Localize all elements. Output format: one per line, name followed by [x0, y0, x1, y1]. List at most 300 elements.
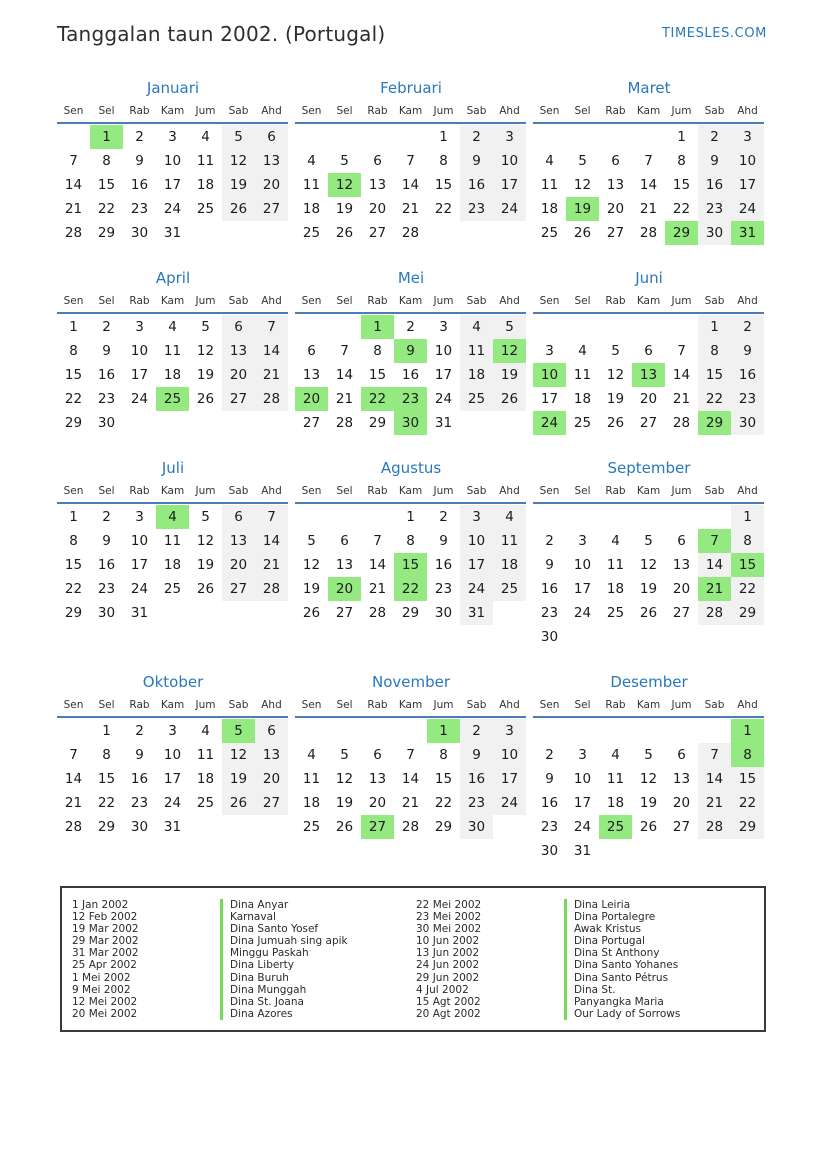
empty-day-cell [632, 505, 665, 529]
day-cell: 15 [64, 367, 83, 383]
holiday-name: Dina Buruh [220, 972, 412, 984]
day-cell: 30 [97, 415, 116, 431]
day-cell: 13 [368, 771, 387, 787]
weekday-header: Kam [636, 295, 661, 307]
day-cell: 5 [493, 315, 526, 339]
holiday-day-cell: 13 [632, 363, 665, 387]
weekday-header: Sel [574, 105, 591, 117]
day-cell: 4 [168, 319, 177, 335]
day-cell: 19 [222, 767, 255, 791]
weekday-header: Ahd [261, 105, 282, 117]
day-cell: 7 [677, 343, 686, 359]
day-cell: 4 [578, 343, 587, 359]
day-cell: 27 [255, 197, 288, 221]
day-cell: 2 [102, 509, 111, 525]
day-cell: 21 [401, 795, 420, 811]
day-cell: 5 [201, 509, 210, 525]
day-cell: 12 [222, 743, 255, 767]
weekday-header: Sel [574, 295, 591, 307]
day-cell: 1 [69, 509, 78, 525]
weekday-header: Sel [98, 485, 115, 497]
day-cell: 18 [606, 795, 625, 811]
day-cell: 22 [698, 387, 731, 411]
day-cell: 4 [493, 505, 526, 529]
month-title: Juni [635, 269, 663, 287]
day-cell: 17 [130, 557, 149, 573]
empty-day-cell [295, 125, 328, 149]
day-cell: 10 [573, 557, 592, 573]
month-grid [57, 485, 289, 625]
day-cell: 27 [606, 225, 625, 241]
month-grid [57, 699, 289, 839]
weekday-header: Ahd [499, 295, 520, 307]
day-cell: 14 [401, 177, 420, 193]
holiday-date: 1 Jan 2002 [72, 899, 129, 911]
holiday-day-cell: 7 [698, 529, 731, 553]
holiday-day-cell: 1 [731, 719, 764, 743]
weekday-header: Jum [671, 105, 692, 117]
month-title: Juli [161, 459, 185, 477]
empty-day-cell [255, 221, 288, 245]
day-cell: 13 [222, 529, 255, 553]
day-cell: 15 [368, 367, 387, 383]
month-grid [57, 105, 289, 245]
day-cell: 8 [677, 153, 686, 169]
month-calendar [295, 459, 527, 625]
empty-day-cell [156, 601, 189, 625]
holiday-day-cell: 30 [394, 411, 427, 435]
empty-day-cell [493, 411, 526, 435]
day-cell: 10 [163, 153, 182, 169]
holiday-day-cell: 25 [599, 815, 632, 839]
holiday-date: 20 Agt 2002 [416, 1007, 481, 1020]
weekday-header: Sab [466, 105, 487, 117]
holiday-date: 25 Apr 2002 [72, 959, 137, 972]
day-cell: 10 [130, 343, 149, 359]
weekday-header: Rab [129, 105, 150, 117]
weekday-rule [533, 502, 764, 504]
day-cell: 25 [163, 581, 182, 597]
empty-day-cell [698, 505, 731, 529]
empty-day-cell [295, 719, 328, 743]
holiday-date: 1 Mei 2002 [72, 971, 131, 984]
day-cell: 9 [135, 153, 144, 169]
empty-day-cell [189, 411, 222, 435]
holiday-day-cell: 29 [698, 411, 731, 435]
weekday-header: Sel [336, 295, 353, 307]
weekday-header: Sel [98, 699, 115, 711]
month-calendar [533, 79, 765, 245]
day-cell: 1 [677, 129, 686, 145]
holiday-date: 13 Jun 2002 [416, 947, 480, 960]
page-title: Tanggalan taun 2002. (Portugal) [57, 22, 386, 46]
weekday-header: Sab [466, 699, 487, 711]
day-cell: 28 [255, 387, 288, 411]
holiday-day-cell: 23 [394, 387, 427, 411]
day-cell: 28 [64, 225, 83, 241]
holiday-day-cell: 1 [90, 125, 123, 149]
day-cell: 4 [307, 747, 316, 763]
holiday-day-cell: 8 [731, 743, 764, 767]
empty-day-cell [255, 815, 288, 839]
day-cell: 16 [698, 173, 731, 197]
holiday-name: Awak Kristus [564, 923, 756, 935]
day-cell: 23 [460, 791, 493, 815]
day-cell: 6 [222, 315, 255, 339]
day-cell: 21 [368, 581, 387, 597]
holiday-date: 12 Feb 2002 [72, 911, 138, 924]
day-cell: 21 [698, 791, 731, 815]
day-cell: 29 [434, 819, 453, 835]
holiday-name: Dina Anyar [220, 899, 412, 911]
holiday-name: Minggu Paskah [220, 947, 412, 959]
day-cell: 12 [639, 557, 658, 573]
day-cell: 13 [255, 743, 288, 767]
holiday-day-cell: 20 [295, 387, 328, 411]
empty-day-cell [566, 625, 599, 649]
weekday-header: Kam [398, 295, 423, 307]
holiday-date: 19 Mar 2002 [72, 923, 139, 936]
month-calendar [57, 459, 289, 625]
day-cell: 7 [406, 747, 415, 763]
empty-day-cell [361, 125, 394, 149]
month-calendar [533, 269, 765, 435]
day-cell: 14 [368, 557, 387, 573]
holiday-day-cell: 29 [665, 221, 698, 245]
day-cell: 1 [406, 509, 415, 525]
day-cell: 6 [677, 747, 686, 763]
empty-day-cell [599, 125, 632, 149]
day-cell: 7 [255, 315, 288, 339]
weekday-header: Ahd [499, 105, 520, 117]
day-cell: 3 [439, 319, 448, 335]
day-cell: 26 [335, 819, 354, 835]
empty-day-cell [394, 125, 427, 149]
empty-day-cell [533, 719, 566, 743]
day-cell: 18 [302, 201, 321, 217]
holiday-day-cell: 27 [361, 815, 394, 839]
day-cell: 18 [460, 363, 493, 387]
day-cell: 7 [69, 747, 78, 763]
day-cell: 1 [731, 505, 764, 529]
day-cell: 30 [698, 221, 731, 245]
day-cell: 2 [135, 129, 144, 145]
empty-day-cell [533, 125, 566, 149]
day-cell: 3 [493, 719, 526, 743]
day-cell: 18 [540, 201, 559, 217]
empty-day-cell [328, 125, 361, 149]
holiday-date: 29 Mar 2002 [72, 935, 139, 948]
day-cell: 16 [434, 557, 453, 573]
day-cell: 27 [222, 577, 255, 601]
day-cell: 28 [672, 415, 691, 431]
day-cell: 11 [302, 771, 321, 787]
weekday-header: Ahd [499, 485, 520, 497]
day-cell: 16 [97, 557, 116, 573]
weekday-rule [57, 122, 288, 124]
weekday-header: Sel [574, 699, 591, 711]
day-cell: 20 [606, 201, 625, 217]
empty-day-cell [295, 315, 328, 339]
empty-day-cell [731, 839, 764, 863]
empty-day-cell [394, 719, 427, 743]
day-cell: 26 [639, 605, 658, 621]
day-cell: 30 [731, 411, 764, 435]
day-cell: 1 [698, 315, 731, 339]
holiday-day-cell: 12 [493, 339, 526, 363]
day-cell: 29 [731, 601, 764, 625]
month-grid [295, 699, 527, 839]
day-cell: 17 [130, 367, 149, 383]
holiday-day-cell: 1 [361, 315, 394, 339]
weekday-header: Jum [433, 485, 454, 497]
day-cell: 10 [460, 529, 493, 553]
weekday-header: Sab [228, 295, 249, 307]
empty-day-cell [566, 719, 599, 743]
weekday-header: Sen [301, 105, 322, 117]
day-cell: 21 [335, 391, 354, 407]
day-cell: 18 [163, 557, 182, 573]
day-cell: 17 [573, 795, 592, 811]
day-cell: 3 [545, 343, 554, 359]
day-cell: 23 [540, 605, 559, 621]
day-cell: 15 [434, 177, 453, 193]
empty-day-cell [156, 411, 189, 435]
day-cell: 8 [69, 343, 78, 359]
holiday-date: 4 Jul 2002 [416, 983, 469, 996]
day-cell: 3 [168, 129, 177, 145]
month-calendar [57, 269, 289, 435]
holiday-date: 12 Mei 2002 [72, 995, 138, 1008]
day-cell: 9 [731, 339, 764, 363]
empty-day-cell [123, 411, 156, 435]
day-cell: 6 [644, 343, 653, 359]
holiday-date: 15 Agt 2002 [416, 995, 481, 1008]
day-cell: 15 [672, 177, 691, 193]
day-cell: 24 [573, 605, 592, 621]
day-cell: 25 [606, 605, 625, 621]
day-cell: 17 [540, 391, 559, 407]
weekday-header: Jum [195, 485, 216, 497]
day-cell: 19 [335, 795, 354, 811]
empty-day-cell [427, 221, 460, 245]
day-cell: 3 [493, 125, 526, 149]
day-cell: 18 [196, 177, 215, 193]
empty-day-cell [222, 221, 255, 245]
day-cell: 20 [672, 795, 691, 811]
day-cell: 3 [460, 505, 493, 529]
empty-day-cell [632, 719, 665, 743]
month-title: April [155, 269, 191, 287]
day-cell: 17 [163, 177, 182, 193]
holiday-day-cell: 12 [328, 173, 361, 197]
day-cell: 10 [163, 747, 182, 763]
day-cell: 7 [340, 343, 349, 359]
day-cell: 26 [573, 225, 592, 241]
holiday-day-cell: 25 [156, 387, 189, 411]
empty-day-cell [361, 719, 394, 743]
weekday-header: Ahd [737, 295, 758, 307]
day-cell: 7 [255, 505, 288, 529]
day-cell: 5 [201, 319, 210, 335]
day-cell: 18 [302, 795, 321, 811]
day-cell: 12 [639, 771, 658, 787]
month-calendar [57, 673, 289, 839]
day-cell: 30 [97, 605, 116, 621]
day-cell: 30 [130, 819, 149, 835]
weekday-header: Kam [636, 485, 661, 497]
day-cell: 27 [222, 387, 255, 411]
weekday-header: Jum [671, 485, 692, 497]
day-cell: 13 [606, 177, 625, 193]
day-cell: 21 [401, 201, 420, 217]
weekday-header: Ahd [261, 295, 282, 307]
day-cell: 6 [373, 153, 382, 169]
day-cell: 31 [130, 605, 149, 621]
day-cell: 22 [97, 795, 116, 811]
day-cell: 22 [64, 581, 83, 597]
month-grid [533, 485, 765, 649]
empty-day-cell [328, 719, 361, 743]
empty-day-cell [665, 315, 698, 339]
day-cell: 26 [196, 391, 215, 407]
day-cell: 16 [401, 367, 420, 383]
weekday-rule [295, 312, 526, 314]
day-cell: 28 [639, 225, 658, 241]
weekday-header: Kam [160, 485, 185, 497]
empty-day-cell [493, 221, 526, 245]
day-cell: 11 [196, 153, 215, 169]
empty-day-cell [632, 315, 665, 339]
day-cell: 19 [493, 363, 526, 387]
empty-day-cell [460, 221, 493, 245]
weekday-header: Rab [367, 105, 388, 117]
day-cell: 2 [698, 125, 731, 149]
holiday-name: Dina Santo Yohanes [564, 959, 756, 971]
weekday-header: Sab [228, 485, 249, 497]
day-cell: 11 [196, 747, 215, 763]
empty-day-cell [665, 625, 698, 649]
day-cell: 27 [368, 225, 387, 241]
day-cell: 14 [64, 177, 83, 193]
empty-day-cell [328, 505, 361, 529]
weekday-rule [295, 122, 526, 124]
day-cell: 13 [222, 339, 255, 363]
day-cell: 20 [368, 795, 387, 811]
day-cell: 17 [434, 367, 453, 383]
day-cell: 21 [255, 363, 288, 387]
holiday-day-cell: 22 [394, 577, 427, 601]
holiday-name: Dina Portugal [564, 935, 756, 947]
month-grid [57, 295, 289, 435]
day-cell: 23 [434, 581, 453, 597]
day-cell: 8 [373, 343, 382, 359]
day-cell: 14 [255, 339, 288, 363]
weekday-header: Sel [574, 485, 591, 497]
weekday-header: Sel [336, 699, 353, 711]
weekday-header: Jum [433, 295, 454, 307]
day-cell: 6 [255, 719, 288, 743]
empty-day-cell [189, 815, 222, 839]
holiday-name: Dina St Anthony [564, 947, 756, 959]
day-cell: 22 [64, 391, 83, 407]
weekday-header: Kam [160, 699, 185, 711]
day-cell: 29 [368, 415, 387, 431]
day-cell: 22 [731, 577, 764, 601]
day-cell: 18 [493, 553, 526, 577]
weekday-header: Sel [98, 295, 115, 307]
empty-day-cell [566, 125, 599, 149]
weekday-header: Sen [301, 699, 322, 711]
day-cell: 23 [97, 581, 116, 597]
holiday-column [72, 899, 412, 1020]
empty-day-cell [222, 411, 255, 435]
day-cell: 24 [434, 391, 453, 407]
day-cell: 18 [573, 391, 592, 407]
weekday-header: Kam [398, 105, 423, 117]
day-cell: 22 [672, 201, 691, 217]
day-cell: 6 [307, 343, 316, 359]
months-grid [57, 79, 767, 863]
brand-link[interactable]: TIMESLES.COM [661, 26, 767, 41]
day-cell: 7 [373, 533, 382, 549]
weekday-rule [533, 312, 764, 314]
weekday-header: Rab [129, 295, 150, 307]
holiday-day-cell: 21 [698, 577, 731, 601]
day-cell: 30 [540, 629, 559, 645]
empty-day-cell [255, 601, 288, 625]
day-cell: 2 [135, 723, 144, 739]
holiday-day-cell: 4 [156, 505, 189, 529]
day-cell: 5 [340, 747, 349, 763]
month-grid [533, 295, 765, 435]
day-cell: 12 [196, 533, 215, 549]
day-cell: 31 [163, 819, 182, 835]
day-cell: 8 [406, 533, 415, 549]
month-title: Maret [627, 79, 671, 97]
day-cell: 7 [644, 153, 653, 169]
weekday-header: Sen [63, 295, 84, 307]
weekday-header: Jum [433, 699, 454, 711]
day-cell: 19 [639, 795, 658, 811]
month-title: Desember [610, 673, 688, 691]
day-cell: 4 [545, 153, 554, 169]
holiday-name: Dina Santo Yosef [220, 923, 412, 935]
day-cell: 16 [540, 581, 559, 597]
month-grid [295, 295, 527, 435]
weekday-header: Rab [129, 485, 150, 497]
day-cell: 28 [335, 415, 354, 431]
day-cell: 14 [335, 367, 354, 383]
holiday-date: 20 Mei 2002 [72, 1007, 138, 1020]
holiday-day-cell: 9 [394, 339, 427, 363]
day-cell: 9 [102, 343, 111, 359]
day-cell: 27 [302, 415, 321, 431]
holiday-date: 23 Mei 2002 [416, 911, 482, 924]
holiday-day-cell: 22 [361, 387, 394, 411]
day-cell: 4 [307, 153, 316, 169]
weekday-header: Sen [63, 485, 84, 497]
holiday-date: 22 Mei 2002 [416, 899, 482, 911]
day-cell: 12 [573, 177, 592, 193]
holiday-column [416, 899, 756, 1020]
day-cell: 21 [64, 795, 83, 811]
day-cell: 13 [335, 557, 354, 573]
day-cell: 26 [335, 225, 354, 241]
day-cell: 25 [493, 577, 526, 601]
day-cell: 11 [606, 771, 625, 787]
empty-day-cell [222, 601, 255, 625]
